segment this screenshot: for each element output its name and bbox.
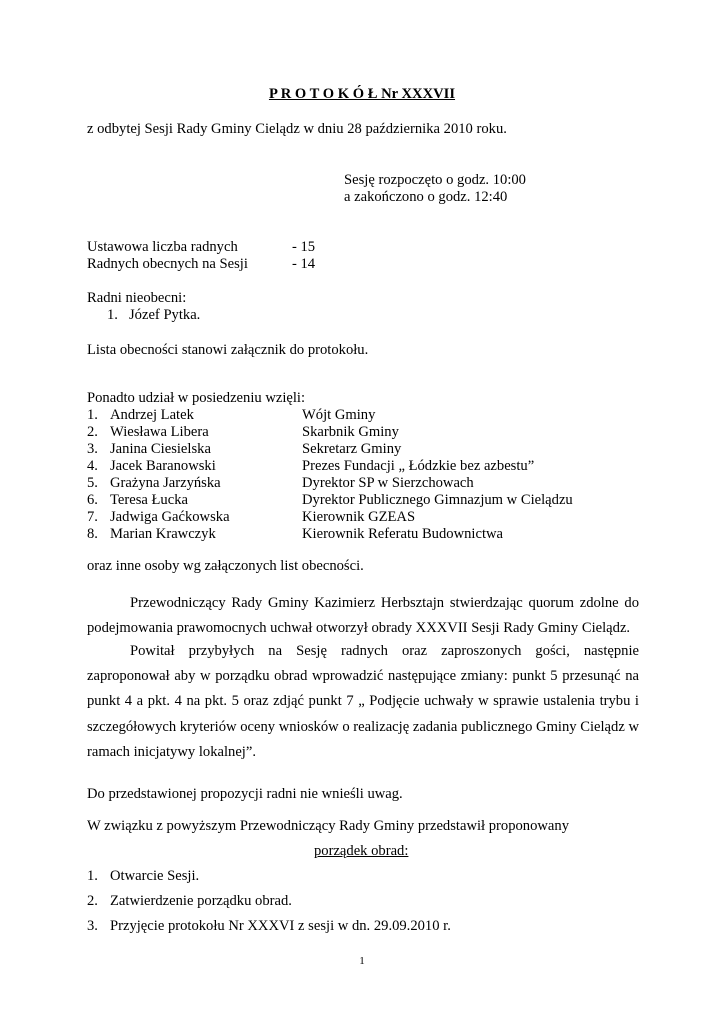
- statutory-count-label: Ustawowa liczba radnych: [87, 239, 238, 255]
- participant-name: Grażyna Jarzyńska: [110, 475, 221, 491]
- attendance-note: Lista obecności stanowi załącznik do protokołu.: [87, 342, 369, 358]
- document-title: P R O T O K Ó Ł Nr XXXVII: [268, 86, 456, 102]
- session-end-time: a zakończono o godz. 12:40: [344, 189, 508, 205]
- agenda-item-number: 3.: [87, 918, 98, 934]
- agenda-item-text: Otwarcie Sesji.: [110, 868, 200, 884]
- participant-role: Wójt Gminy: [302, 407, 376, 423]
- session-start-time: Sesję rozpoczęto o godz. 10:00: [344, 172, 526, 188]
- participant-name: Andrzej Latek: [110, 407, 194, 423]
- absent-item-name: Józef Pytka.: [129, 307, 201, 323]
- participants-list: [87, 407, 647, 543]
- participant-number: 1.: [87, 407, 98, 423]
- no-remarks-statement: Do przedstawionej propozycji radni nie wnieśli uwag.: [87, 786, 403, 802]
- agenda-change-paragraph-text: Powitał przybyłych na Sesję radnych oraz zaproszonych gości, następnie zaproponował aby w porządku obrad wprowadzić następujące zmiany: punkt 5 przesunąć na punkt 4 a pkt. 4 na pkt. 5 oraz zdjąć punkt 7 „ Podjęcie uchwały w sprawie ustalenia trybu i szczegółowych kryteriów oceny wniosków o realizację zadania publicznego Gminy Cielądz w ramach inicjatywy lokalnej”.: [87, 643, 639, 760]
- participant-name: Marian Krawczyk: [110, 526, 216, 542]
- absent-item-number: 1.: [107, 307, 118, 323]
- participant-name: Teresa Łucka: [110, 492, 188, 508]
- participant-role: Dyrektor Publicznego Gimnazjum w Cielądzu: [302, 492, 573, 508]
- present-count-label: Radnych obecnych na Sesji: [87, 256, 248, 272]
- participant-name: Janina Ciesielska: [110, 441, 211, 457]
- participant-name: Jacek Baranowski: [110, 458, 216, 474]
- participant-number: 8.: [87, 526, 98, 542]
- document-subtitle: z odbytej Sesji Rady Gminy Cielądz w dniu 28 października 2010 roku.: [87, 121, 507, 137]
- agenda-item-text: Przyjęcie protokołu Nr XXXVI z sesji w dn. 29.09.2010 r.: [110, 918, 451, 934]
- agenda-item-number: 1.: [87, 868, 98, 884]
- participant-number: 7.: [87, 509, 98, 525]
- opening-paragraph-text: Przewodniczący Rady Gminy Kazimierz Herbsztajn stwierdzając quorum zdolne do podejmowania prawomocnych uchwał otworzył obrady XXXVII Sesji Rady Gminy Cielądz.: [87, 595, 639, 637]
- agenda-heading: porządek obrad:: [314, 843, 409, 859]
- agenda-item-number: 2.: [87, 893, 98, 909]
- participant-role: Skarbnik Gminy: [302, 424, 399, 440]
- proposal-intro: W związku z powyższym Przewodniczący Rady Gminy przedstawił proponowany: [87, 818, 569, 834]
- page-number: 1: [359, 955, 365, 967]
- participant-number: 3.: [87, 441, 98, 457]
- participants-heading: Ponadto udział w posiedzeniu wzięli:: [87, 390, 306, 406]
- participant-role: Kierownik GZEAS: [302, 509, 416, 525]
- participant-number: 4.: [87, 458, 98, 474]
- participant-number: 5.: [87, 475, 98, 491]
- agenda-item-text: Zatwierdzenie porządku obrad.: [110, 893, 292, 909]
- participant-number: 6.: [87, 492, 98, 508]
- participant-role: Kierownik Referatu Budownictwa: [302, 526, 504, 542]
- participants-footer: oraz inne osoby wg załączonych list obecności.: [87, 558, 364, 574]
- opening-paragraph: [87, 591, 639, 641]
- participant-role: Dyrektor SP w Sierzchowach: [302, 475, 474, 491]
- participant-number: 2.: [87, 424, 98, 440]
- present-count-value: - 14: [292, 256, 316, 272]
- agenda-change-paragraph: [87, 639, 639, 765]
- absent-heading: Radni nieobecni:: [87, 290, 187, 306]
- participant-name: Wiesława Libera: [110, 424, 209, 440]
- participant-name: Jadwiga Gaćkowska: [110, 509, 230, 525]
- participant-role: Prezes Fundacji „ Łódzkie bez azbestu”: [302, 458, 535, 474]
- statutory-count-value: - 15: [292, 239, 316, 255]
- participant-role: Sekretarz Gminy: [302, 441, 402, 457]
